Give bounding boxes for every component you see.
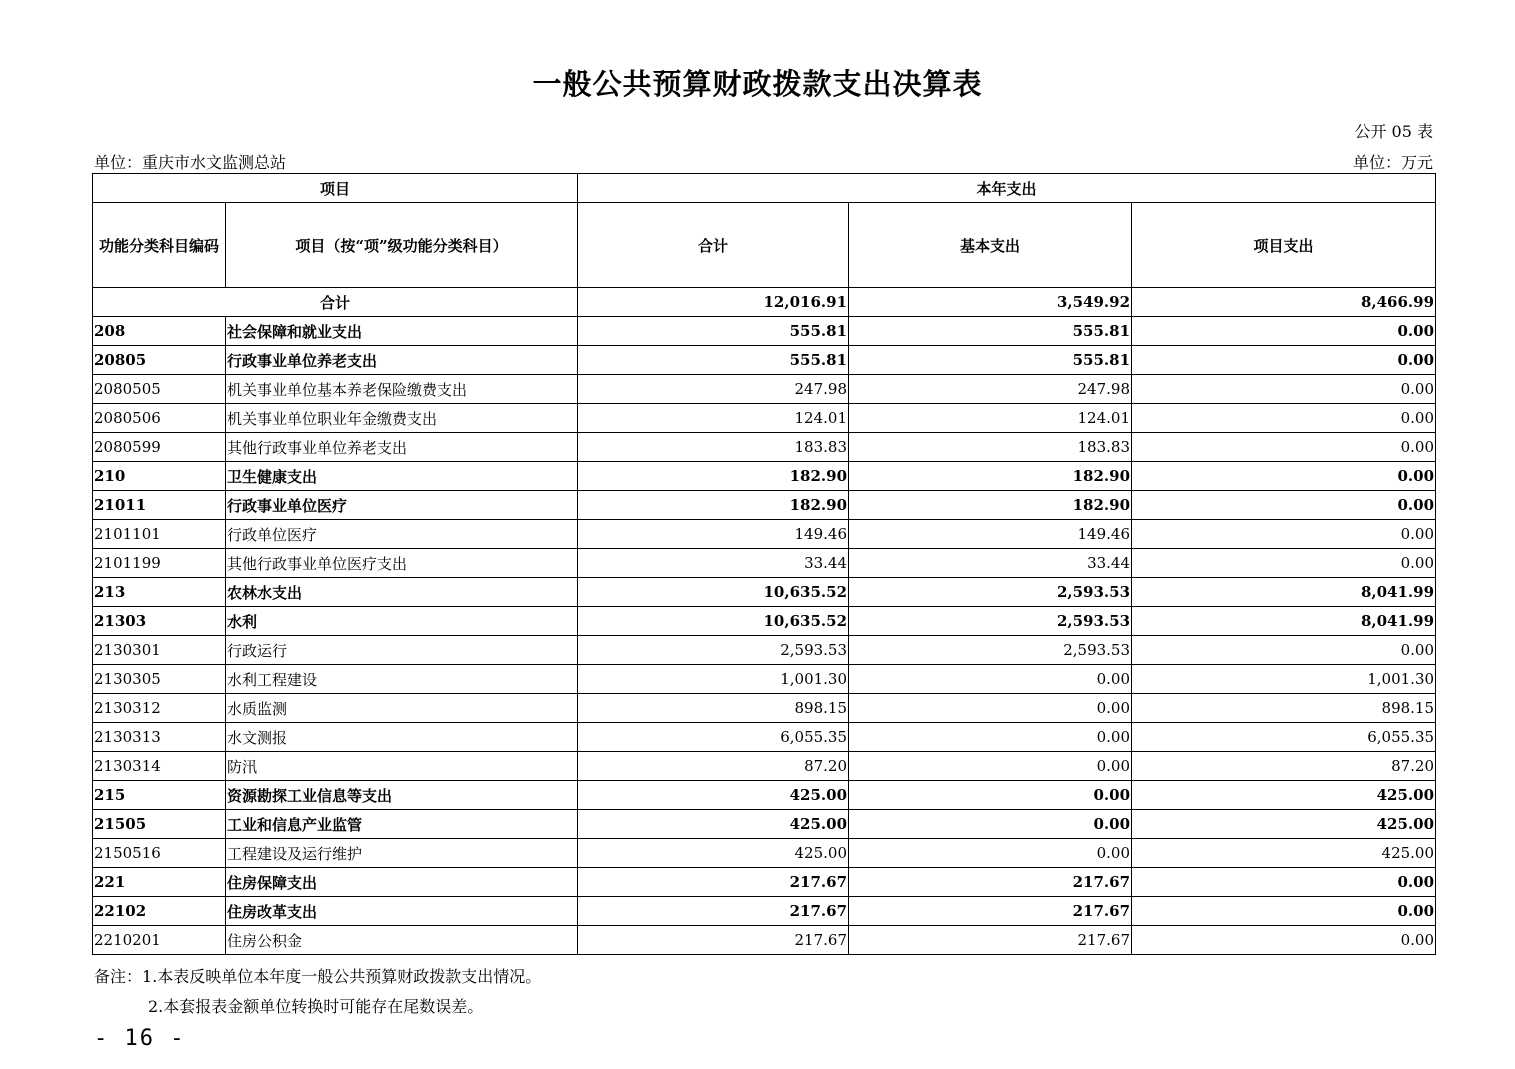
row-project: 0.00 xyxy=(1132,868,1436,897)
row-code: 213 xyxy=(93,578,226,607)
table-row xyxy=(93,433,1436,462)
notes xyxy=(94,962,541,1022)
row-project: 0.00 xyxy=(1132,462,1436,491)
row-code: 21303 xyxy=(93,607,226,636)
row-project: 0.00 xyxy=(1132,375,1436,404)
row-name: 工业和信息产业监管 xyxy=(226,810,578,839)
row-basic: 0.00 xyxy=(849,839,1132,868)
row-project: 0.00 xyxy=(1132,346,1436,375)
row-code: 22102 xyxy=(93,897,226,926)
row-name: 水利工程建设 xyxy=(226,665,578,694)
row-total: 182.90 xyxy=(578,491,849,520)
table-row xyxy=(93,607,1436,636)
expenditure-table xyxy=(92,173,1436,955)
page-number: - 16 - xyxy=(94,1026,186,1051)
table-row xyxy=(93,317,1436,346)
row-name: 住房公积金 xyxy=(226,926,578,955)
row-basic: 217.67 xyxy=(849,897,1132,926)
row-name: 行政单位医疗 xyxy=(226,520,578,549)
row-total: 149.46 xyxy=(578,520,849,549)
row-basic: 149.46 xyxy=(849,520,1132,549)
row-name: 水利 xyxy=(226,607,578,636)
note-line-1: 备注：1.本表反映单位本年度一般公共预算财政拨款支出情况。 xyxy=(94,967,542,986)
row-code: 2210201 xyxy=(93,926,226,955)
header-row-top xyxy=(93,174,1436,203)
table-row xyxy=(93,752,1436,781)
table-row xyxy=(93,723,1436,752)
row-total: 6,055.35 xyxy=(578,723,849,752)
header-row-columns xyxy=(93,203,1436,288)
row-project: 0.00 xyxy=(1132,433,1436,462)
row-name: 其他行政事业单位医疗支出 xyxy=(226,549,578,578)
unit-organization: 单位：重庆市水文监测总站 xyxy=(94,153,287,172)
row-project: 0.00 xyxy=(1132,636,1436,665)
table-row xyxy=(93,346,1436,375)
row-total: 425.00 xyxy=(578,781,849,810)
row-code: 2130301 xyxy=(93,636,226,665)
row-name: 社会保障和就业支出 xyxy=(226,317,578,346)
table-body xyxy=(93,288,1436,955)
row-basic: 124.01 xyxy=(849,404,1132,433)
row-project: 425.00 xyxy=(1132,781,1436,810)
row-total: 217.67 xyxy=(578,868,849,897)
row-name: 防汛 xyxy=(226,752,578,781)
total-row xyxy=(93,288,1436,317)
table-row xyxy=(93,375,1436,404)
row-total: 10,635.52 xyxy=(578,578,849,607)
row-code: 2130313 xyxy=(93,723,226,752)
row-code: 210 xyxy=(93,462,226,491)
row-total: 425.00 xyxy=(578,839,849,868)
header-name: 项目（按“项”级功能分类科目） xyxy=(226,203,578,288)
header-project: 项目 xyxy=(93,174,578,203)
row-code: 2150516 xyxy=(93,839,226,868)
table-row xyxy=(93,549,1436,578)
table-row xyxy=(93,520,1436,549)
row-basic: 0.00 xyxy=(849,810,1132,839)
row-total: 217.67 xyxy=(578,926,849,955)
row-project: 0.00 xyxy=(1132,549,1436,578)
row-total: 247.98 xyxy=(578,375,849,404)
row-basic: 0.00 xyxy=(849,781,1132,810)
row-project: 425.00 xyxy=(1132,839,1436,868)
row-project: 8,041.99 xyxy=(1132,578,1436,607)
row-name: 行政事业单位医疗 xyxy=(226,491,578,520)
row-name: 住房改革支出 xyxy=(226,897,578,926)
table-row xyxy=(93,781,1436,810)
table-row xyxy=(93,578,1436,607)
header-this-year: 本年支出 xyxy=(578,174,1436,203)
row-total: 217.67 xyxy=(578,897,849,926)
unit-currency: 单位：万元 xyxy=(1352,153,1433,172)
row-code: 2080599 xyxy=(93,433,226,462)
row-project: 0.00 xyxy=(1132,491,1436,520)
table-row xyxy=(93,636,1436,665)
row-total: 87.20 xyxy=(578,752,849,781)
row-total: 183.83 xyxy=(578,433,849,462)
row-name: 农林水支出 xyxy=(226,578,578,607)
note-line-2: 2.本套报表金额单位转换时可能存在尾数误差。 xyxy=(148,997,484,1016)
table-row xyxy=(93,897,1436,926)
row-code: 20805 xyxy=(93,346,226,375)
row-basic: 0.00 xyxy=(849,723,1132,752)
row-project: 6,055.35 xyxy=(1132,723,1436,752)
header-project-exp: 项目支出 xyxy=(1132,203,1436,288)
row-code: 2130314 xyxy=(93,752,226,781)
table-row xyxy=(93,926,1436,955)
header-code: 功能分类科目编码 xyxy=(93,203,226,288)
row-code: 2101101 xyxy=(93,520,226,549)
table-row xyxy=(93,665,1436,694)
row-code: 21011 xyxy=(93,491,226,520)
row-code: 2080506 xyxy=(93,404,226,433)
row-name: 行政事业单位养老支出 xyxy=(226,346,578,375)
row-total: 425.00 xyxy=(578,810,849,839)
row-name: 水文测报 xyxy=(226,723,578,752)
row-name: 其他行政事业单位养老支出 xyxy=(226,433,578,462)
row-total: 10,635.52 xyxy=(578,607,849,636)
row-name: 工程建设及运行维护 xyxy=(226,839,578,868)
table-row xyxy=(93,462,1436,491)
row-name: 行政运行 xyxy=(226,636,578,665)
row-project: 898.15 xyxy=(1132,694,1436,723)
total-amount: 12,016.91 xyxy=(578,288,849,317)
row-total: 555.81 xyxy=(578,346,849,375)
row-total: 2,593.53 xyxy=(578,636,849,665)
row-code: 221 xyxy=(93,868,226,897)
row-total: 33.44 xyxy=(578,549,849,578)
table-row xyxy=(93,810,1436,839)
row-code: 2080505 xyxy=(93,375,226,404)
row-code: 2130305 xyxy=(93,665,226,694)
row-project: 0.00 xyxy=(1132,897,1436,926)
row-basic: 0.00 xyxy=(849,665,1132,694)
row-project: 87.20 xyxy=(1132,752,1436,781)
row-basic: 33.44 xyxy=(849,549,1132,578)
row-project: 8,041.99 xyxy=(1132,607,1436,636)
row-name: 水质监测 xyxy=(226,694,578,723)
table-row xyxy=(93,491,1436,520)
row-basic: 0.00 xyxy=(849,694,1132,723)
total-basic: 3,549.92 xyxy=(849,288,1132,317)
row-name: 机关事业单位基本养老保险缴费支出 xyxy=(226,375,578,404)
row-project: 0.00 xyxy=(1132,926,1436,955)
row-total: 124.01 xyxy=(578,404,849,433)
row-project: 1,001.30 xyxy=(1132,665,1436,694)
row-basic: 0.00 xyxy=(849,752,1132,781)
row-total: 1,001.30 xyxy=(578,665,849,694)
total-project: 8,466.99 xyxy=(1132,288,1436,317)
row-total: 182.90 xyxy=(578,462,849,491)
row-total: 898.15 xyxy=(578,694,849,723)
table-row xyxy=(93,694,1436,723)
row-basic: 183.83 xyxy=(849,433,1132,462)
row-basic: 2,593.53 xyxy=(849,578,1132,607)
row-basic: 555.81 xyxy=(849,317,1132,346)
row-basic: 217.67 xyxy=(849,868,1132,897)
row-name: 卫生健康支出 xyxy=(226,462,578,491)
row-name: 住房保障支出 xyxy=(226,868,578,897)
row-basic: 2,593.53 xyxy=(849,636,1132,665)
header-total: 合计 xyxy=(578,203,849,288)
row-basic: 247.98 xyxy=(849,375,1132,404)
row-total: 555.81 xyxy=(578,317,849,346)
total-label: 合计 xyxy=(93,288,578,317)
page-title: 一般公共预算财政拨款支出决算表 xyxy=(532,67,983,101)
header-basic: 基本支出 xyxy=(849,203,1132,288)
row-basic: 2,593.53 xyxy=(849,607,1132,636)
table-row xyxy=(93,839,1436,868)
row-project: 425.00 xyxy=(1132,810,1436,839)
row-basic: 182.90 xyxy=(849,491,1132,520)
row-code: 21505 xyxy=(93,810,226,839)
row-project: 0.00 xyxy=(1132,317,1436,346)
row-code: 208 xyxy=(93,317,226,346)
row-basic: 217.67 xyxy=(849,926,1132,955)
row-project: 0.00 xyxy=(1132,520,1436,549)
row-project: 0.00 xyxy=(1132,404,1436,433)
row-code: 2101199 xyxy=(93,549,226,578)
row-basic: 182.90 xyxy=(849,462,1132,491)
row-basic: 555.81 xyxy=(849,346,1132,375)
table-row xyxy=(93,404,1436,433)
row-code: 2130312 xyxy=(93,694,226,723)
row-code: 215 xyxy=(93,781,226,810)
row-name: 机关事业单位职业年金缴费支出 xyxy=(226,404,578,433)
form-number: 公开 05 表 xyxy=(1354,122,1433,141)
table-row xyxy=(93,868,1436,897)
row-name: 资源勘探工业信息等支出 xyxy=(226,781,578,810)
